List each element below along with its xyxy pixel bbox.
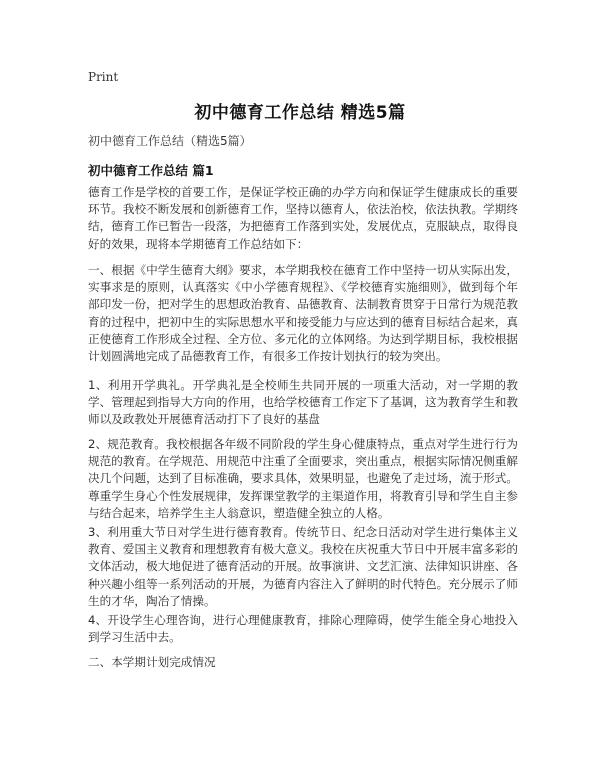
- paragraph-item-2: 2、规范教育。我校根据各年级不同阶段的学生身心健康特点，重点对学生进行行为规范的教育。在学规范、用规范中注重了全面要求，突出重点，根据实际情况侧重解决几个问题，达到了目标准确，要求具体，效果明显，也避免了走过场，流于形式。尊重学生身心个性发展规律，发挥课堂教学的主渠道作用，将教育引导和学生自主参与结合起来，培养学生主人翁意识，塑造健全独立的人格。: [88, 437, 518, 520]
- paragraph-item-4: 4、开设学生心理咨询，进行心理健康教育，排除心理障碍，使学生能全身心地投入到学习生活中去。: [88, 613, 518, 645]
- paragraph-item-3: 3、利用重大节日对学生进行德育教育。传统节日、纪念日活动对学生进行集体主义教育、爱国主义教育和理想教育有极大意义。我校在庆祝重大节日中开展丰富多彩的文体活动，极大地促进了德育活动的开展。故事演讲、文艺汇演、法律知识讲座、各种兴趣小组等一系列活动的开展，为德育内容注入了鲜明的时代特色。充分展示了师生的才华，陶冶了情操。: [88, 525, 518, 608]
- section-heading: 初中德育工作总结 篇1: [88, 163, 214, 178]
- paragraph-item-1: 1、利用开学典礼。开学典礼是全校师生共同开展的一项重大活动，对一学期的教学、管理起到指导大方向的作用，也给学校德育工作定下了基调，这为教育学生和教师以及政教处开展德育活动打下了良好的基盘: [88, 378, 518, 427]
- paragraph-part-one: 一、根据《中学生德育大纲》要求，本学期我校在德育工作中坚持一切从实际出发，实事求是的原则，认真落实《中小学德育规程》、《学校德育实施细则》，做到每个年部印发一份，把对学生的思想政治教育、品德教育、法制教育贯穿于日常行为规范教育的过程中，把初中生的实际思想水平和接受能力与应达到的德育目标结合起来，真正使德育工作形成全过程、全方位、多元化的立体网络。为达到学期目标，我校根据计划圆满地完成了品德教育工作，有很多工作按计划执行的较为突出。: [88, 263, 518, 364]
- paragraph-intro: 德育工作是学校的首要工作，是保证学校正确的办学方向和保证学生健康成长的重要环节。我校不断发展和创新德育工作，坚持以德育人，依法治校，依法执教。学期终结，德育工作已暂告一段落，为把德育工作落到实处，发展优点，克服缺点，取得良好的效果，现将本学期德育工作总结如下：: [88, 185, 518, 251]
- document-subtitle: 初中德育工作总结（精选5篇）: [88, 134, 252, 148]
- print-link[interactable]: Print: [88, 70, 119, 84]
- page-title: 初中德育工作总结 精选5篇: [194, 103, 406, 123]
- paragraph-part-two-heading: 二、本学期计划完成情况: [88, 655, 216, 669]
